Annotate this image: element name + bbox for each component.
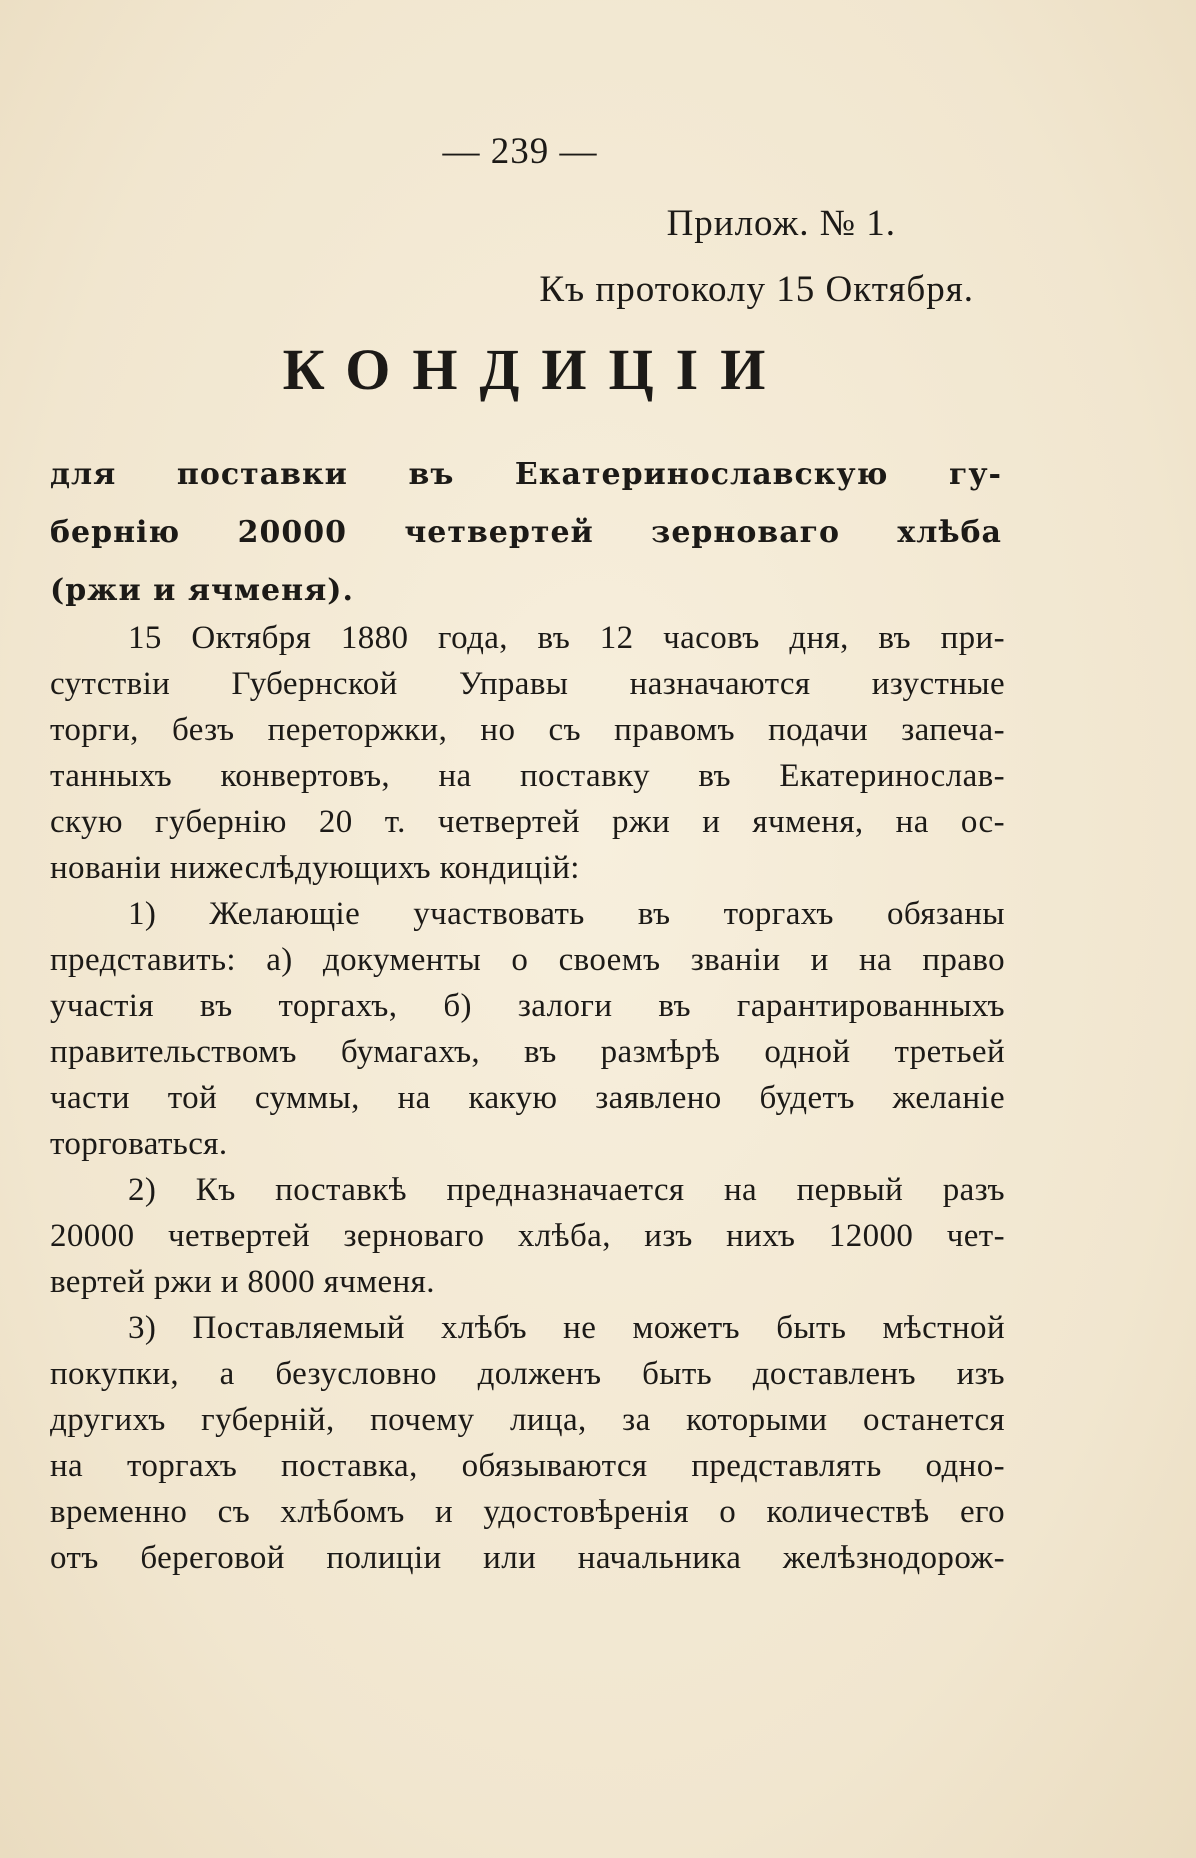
text-line: отъ береговой полиціи или начальника желѣзнодорож- — [50, 1540, 1005, 1576]
text-line: на торгахъ поставка, обязываются представлять одно- — [50, 1448, 1005, 1484]
text-line: 1) Желающіе участвовать въ торгахъ обязаны — [128, 896, 1005, 932]
subtitle-line: для поставки въ Екатеринославскую гу- — [50, 457, 1002, 492]
subtitle-line: (ржи и ячменя). — [50, 573, 354, 608]
text-line: 15 Октября 1880 года, въ 12 часовъ дня, въ при- — [128, 620, 1005, 656]
page-number: — 239 — — [442, 131, 598, 172]
document-title: КОНДИЦІИ — [282, 337, 788, 402]
text-line: танныхъ конвертовъ, на поставку въ Екатеринослав- — [50, 758, 1005, 794]
text-line: 20000 четвертей зерноваго хлѣба, изъ нихъ 12000 чет- — [50, 1218, 1005, 1254]
text-line: торговаться. — [50, 1126, 228, 1162]
intro-paragraph — [50, 615, 1005, 891]
text-line: торги, безъ переторжки, но съ правомъ подачи запеча- — [50, 712, 1005, 748]
item-2-paragraph — [50, 1167, 1005, 1305]
appendix-label: Прилож. № 1. — [666, 203, 896, 244]
document-body — [50, 615, 1005, 1581]
text-line: скую губернію 20 т. четвертей ржи и ячменя, на ос- — [50, 804, 1005, 840]
text-line: 2) Къ поставкѣ предназначается на первый разъ — [128, 1172, 1005, 1208]
item-1-paragraph — [50, 891, 1005, 1167]
text-line: 3) Поставляемый хлѣбъ не можетъ быть мѣстной — [128, 1310, 1005, 1346]
text-line: другихъ губерній, почему лица, за которыми останется — [50, 1402, 1005, 1438]
text-line: сутствіи Губернской Управы назначаются изустные — [50, 666, 1005, 702]
text-line: вертей ржи и 8000 ячменя. — [50, 1264, 435, 1300]
text-line: нованіи нижеслѣдующихъ кондицій: — [50, 850, 580, 886]
text-line: представить: а) документы о своемъ званіи и на право — [50, 942, 1005, 978]
subtitle-line: бернію 20000 четвертей зерноваго хлѣба — [50, 515, 1002, 550]
text-line: правительствомъ бумагахъ, въ размѣрѣ одной третьей — [50, 1034, 1005, 1070]
document-subtitle — [50, 446, 1002, 620]
text-line: временно съ хлѣбомъ и удостовѣренія о количествѣ его — [50, 1494, 1005, 1530]
text-line: части той суммы, на какую заявлено будетъ желаніе — [50, 1080, 1005, 1116]
text-line: участія въ торгахъ, б) залоги въ гарантированныхъ — [50, 988, 1005, 1024]
item-3-paragraph — [50, 1305, 1005, 1581]
text-line: покупки, а безусловно долженъ быть доставленъ изъ — [50, 1356, 1005, 1392]
protocol-reference: Къ протоколу 15 Октября. — [539, 269, 974, 310]
